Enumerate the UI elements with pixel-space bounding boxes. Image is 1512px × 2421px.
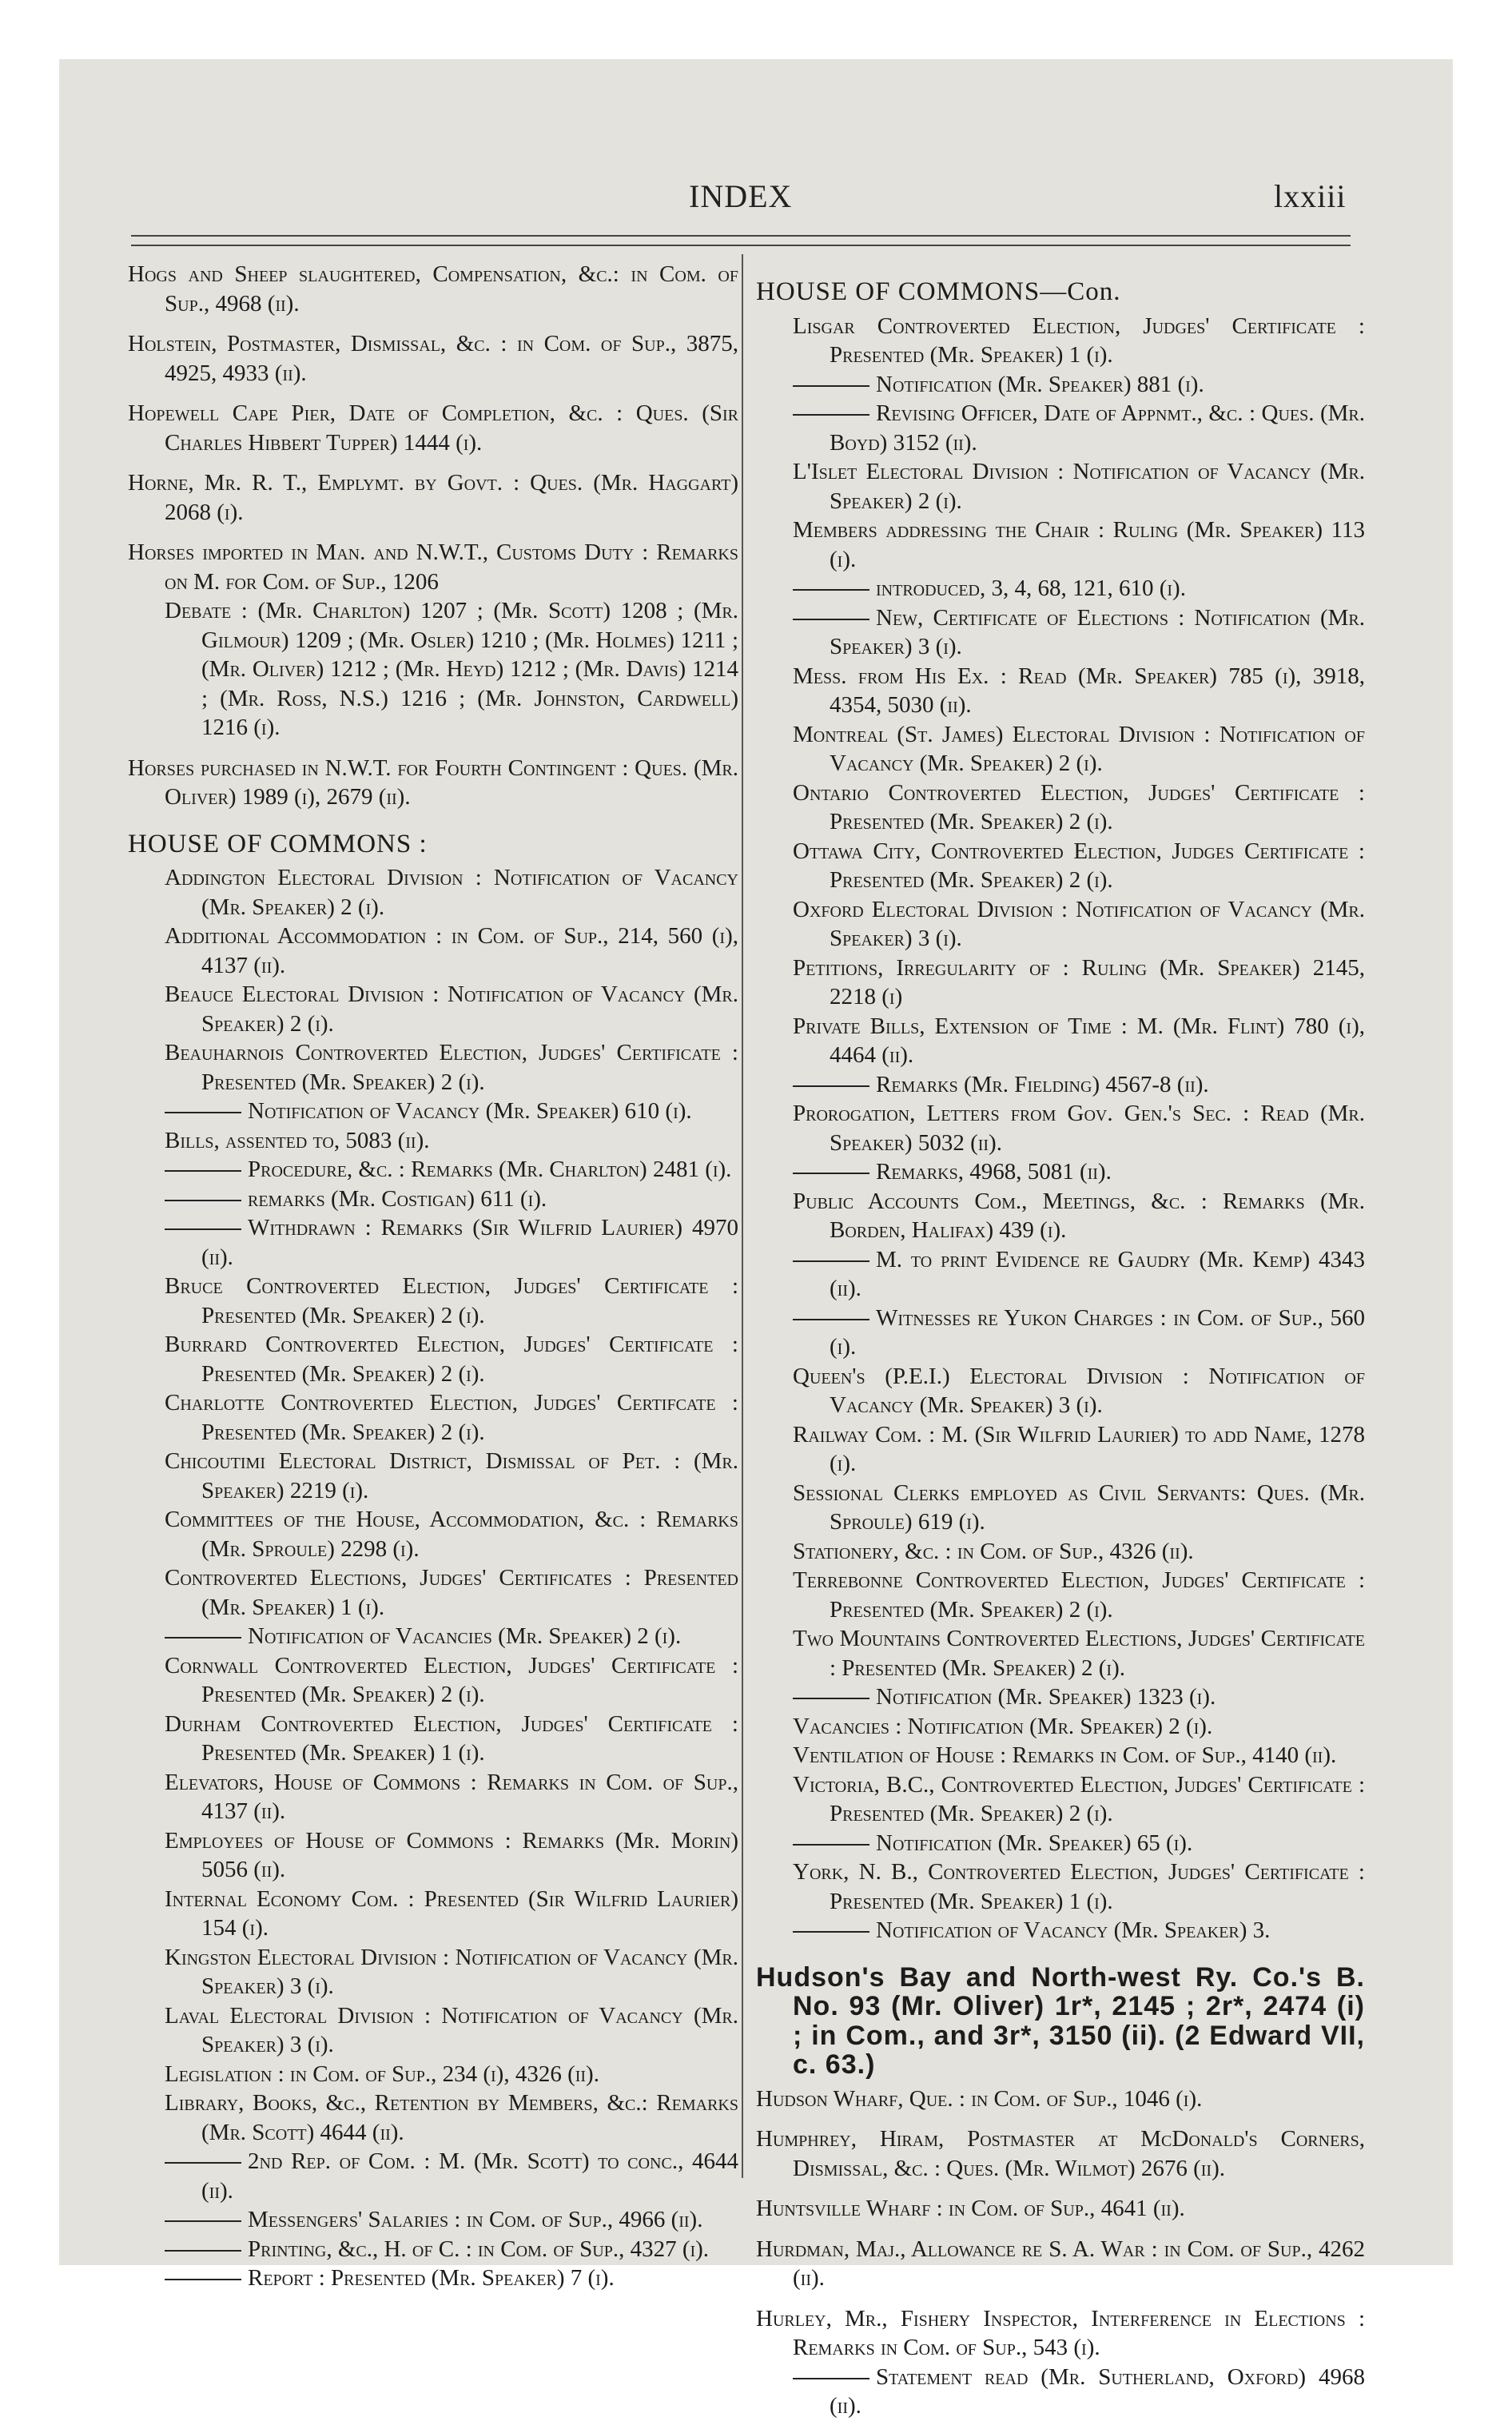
entry-text: Addington Electoral Division : Notification of Vacancy (Mr. Speaker) 2 (i). — [165, 865, 738, 920]
entry-text: Beauharnois Controverted Election, Judges' Certificate : Presented (Mr. Speaker) 2 (i). — [165, 1040, 738, 1095]
entry-text: M. to print Evidence re Gaudry (Mr. Kemp) 4343 (ii). — [830, 1246, 1365, 1301]
index-subentry — [756, 1099, 1365, 1157]
entry-text: York, N. B., Controverted Election, Judges' Certificate : Presented (Mr. Speaker) 1 (i). — [793, 1859, 1365, 1914]
entry-text: Chicoutimi Electoral District, Dismissal of Pet. : (Mr. Speaker) 2219 (i). — [165, 1448, 738, 1503]
entry-text: Private Bills, Extension of Time : M. (Mr. Flint) 780 (i), 4464 (ii). — [793, 1013, 1365, 1068]
entry-text: Beauce Electoral Division : Notification of Vacancy (Mr. Speaker) 2 (i). — [165, 982, 738, 1037]
header-rule-top — [131, 235, 1351, 237]
ditto-rule — [165, 1112, 241, 1113]
index-subentry — [756, 370, 1365, 400]
entry-text: Notification (Mr. Speaker) 1323 (i). — [876, 1684, 1216, 1710]
index-subentry — [756, 1682, 1365, 1712]
index-subentry — [756, 778, 1365, 837]
index-subentry — [128, 2264, 738, 2293]
index-subentry — [756, 1304, 1365, 1362]
entry-text: Statement read (Mr. Sutherland, Oxford) 4968 (ii). — [830, 2363, 1365, 2419]
index-subentry — [756, 1362, 1365, 1420]
ditto-rule — [793, 1260, 869, 1262]
index-subentry — [756, 2363, 1365, 2421]
index-subentry — [756, 1479, 1365, 1537]
entry-text: Vacancies : Notification (Mr. Speaker) 2 (i). — [793, 1713, 1213, 1739]
index-subentry — [128, 863, 738, 922]
index-entry — [756, 2235, 1365, 2293]
entry-text: L'Islet Electoral Division : Notification of Vacancy (Mr. Speaker) 2 (i). — [793, 459, 1365, 514]
entry-text: Mess. from His Ex. : Read (Mr. Speaker) 785 (i), 3918, 4354, 5030 (ii). — [793, 663, 1365, 718]
index-subentry — [756, 1858, 1365, 1916]
entry-text: Elevators, House of Commons : Remarks in Com. of Sup., 4137 (ii). — [165, 1769, 738, 1824]
ditto-rule — [165, 1228, 241, 1230]
entry-text: Queen's (P.E.I.) Electoral Division : Notification of Vacancy (Mr. Speaker) 3 (i). — [793, 1363, 1365, 1418]
ditto-rule — [793, 414, 869, 416]
entry-text: Two Mountains Controverted Elections, Judges' Certificate : Presented (Mr. Speaker) 2 (i). — [793, 1626, 1365, 1681]
index-subentry — [128, 1885, 738, 1943]
index-subentry — [756, 574, 1365, 603]
entry-text: Ontario Controverted Election, Judges' Certificate : Presented (Mr. Speaker) 2 (i). — [793, 779, 1365, 834]
entry-text: Employees of House of Commons : Remarks (Mr. Morin) 5056 (ii). — [165, 1827, 738, 1882]
index-subentry — [756, 895, 1365, 954]
index-subentry — [128, 1330, 738, 1388]
index-subentry — [128, 2235, 738, 2264]
left-column — [128, 260, 738, 2293]
index-subentry — [128, 1185, 738, 1214]
entry-text: New, Certificate of Elections : Notification (Mr. Speaker) 3 (i). — [830, 604, 1365, 659]
index-subentry — [128, 1388, 738, 1447]
index-subentry — [756, 1566, 1365, 1624]
page-number: lxxiii — [1274, 178, 1347, 214]
index-heading — [128, 830, 738, 859]
index-subentry — [128, 1447, 738, 1505]
index-subentry — [756, 1624, 1365, 1682]
page-title: INDEX — [689, 178, 793, 214]
entry-text: Horne, Mr. R. T., Emplymt. by Govt. : Ques. (Mr. Haggart) 2068 (i). — [128, 470, 738, 525]
ditto-rule — [793, 2378, 869, 2379]
entry-text: Kingston Electoral Division : Notification of Vacancy (Mr. Speaker) 3 (i). — [165, 1944, 738, 1999]
entry-text: Sessional Clerks employed as Civil Servants: Ques. (Mr. Sproule) 619 (i). — [793, 1479, 1365, 1535]
index-subentry — [128, 1213, 738, 1272]
index-subentry — [128, 1505, 738, 1563]
index-heading — [756, 277, 1365, 307]
entry-text: Hudson Wharf, Que. : in Com. of Sup., 1046 (i). — [756, 2085, 1203, 2112]
entry-text: Notification (Mr. Speaker) 881 (i). — [876, 371, 1204, 397]
entry-text: Legislation : in Com. of Sup., 234 (i), 4326 (ii). — [165, 2061, 599, 2087]
entry-text: Remarks (Mr. Fielding) 4567-8 (ii). — [876, 1071, 1209, 1097]
index-subentry — [128, 1038, 738, 1097]
entry-text: Witnesses re Yukon Charges : in Com. of Sup., 560 (i). — [830, 1304, 1365, 1360]
index-subentry — [756, 1916, 1365, 1945]
entry-text: Holstein, Postmaster, Dismissal, &c. : in Com. of Sup., 3875, 4925, 4933 (ii). — [128, 331, 738, 386]
entry-text: Hurdman, Maj., Allowance re S. A. War : in Com. of Sup., 4262 (ii). — [756, 2236, 1365, 2291]
ditto-rule — [793, 1698, 869, 1699]
index-subentry — [756, 312, 1365, 370]
index-subentry — [756, 516, 1365, 574]
entry-text: Notification of Vacancy (Mr. Speaker) 3. — [876, 1917, 1271, 1943]
entry-text: Laval Electoral Division : Notification of Vacancy (Mr. Speaker) 3 (i). — [165, 2002, 738, 2057]
entry-text: Bills, assented to, 5083 (ii). — [165, 1127, 430, 1153]
index-subentry — [756, 1741, 1365, 1770]
entry-text: Petitions, Irregularity of : Ruling (Mr. Speaker) 2145, 2218 (i) — [793, 954, 1365, 1009]
index-subentry — [128, 980, 738, 1038]
entry-text: Ottawa City, Controverted Election, Judges Certificate : Presented (Mr. Speaker) 2 (i). — [793, 838, 1365, 893]
entry-text: Ventilation of House : Remarks in Com. of Sup., 4140 (ii). — [793, 1742, 1337, 1768]
entry-text: Additional Accommodation : in Com. of Sup., 214, 560 (i), 4137 (ii). — [165, 923, 738, 978]
entry-text: Horses imported in Man. and N.W.T., Customs Duty : Remarks on M. for Com. of Sup., 1206 — [128, 540, 738, 595]
entry-text: Debate : (Mr. Charlton) 1207 ; (Mr. Scott) 1208 ; (Mr. Gilmour) 1209 ; (Mr. Osler) 1210 ; (Mr. Holmes) 1211 ; (Mr. Oliver) 1212 ; (Mr. Heyd) 1212 ; (Mr. Davis) 1214 ; (Mr. Ross, N.S.) 1216 ; (Mr. Johnston, Cardwell) 1216 (i). — [165, 598, 738, 740]
entry-text: Library, Books, &c., Retention by Members, &c.: Remarks (Mr. Scott) 4644 (ii). — [165, 2090, 738, 2145]
entry-text: Procedure, &c. : Remarks (Mr. Charlton) 2481 (i). — [248, 1157, 732, 1182]
entry-text: Hurley, Mr., Fishery Inspector, Interference in Elections : Remarks in Com. of Sup., 543 (i). — [756, 2305, 1365, 2360]
index-entry — [128, 260, 738, 318]
index-subentry — [756, 1157, 1365, 1187]
index-subentry — [128, 2205, 738, 2235]
entry-text: Railway Com. : M. (Sir Wilfrid Laurier) to add Name, 1278 (i). — [793, 1421, 1365, 1476]
entry-text: Remarks, 4968, 5081 (ii). — [876, 1159, 1112, 1185]
index-entry — [756, 2085, 1365, 2114]
column-divider — [742, 254, 743, 2178]
ditto-rule — [165, 1200, 241, 1201]
index-subentry — [128, 2060, 738, 2089]
entry-text: Victoria, B.C., Controverted Election, Judges' Certificate : Presented (Mr. Speaker) 2 (i). — [793, 1771, 1365, 1826]
index-subentry — [756, 1712, 1365, 1742]
entry-text: Report : Presented (Mr. Speaker) 7 (i). — [248, 2265, 615, 2291]
entry-text: Prorogation, Letters from Gov. Gen.'s Sec. : Read (Mr. Speaker) 5032 (ii). — [793, 1101, 1365, 1156]
index-subentry — [128, 1563, 738, 1622]
entry-text: Revising Officer, Date of Appnmt., &c. : Ques. (Mr. Boyd) 3152 (ii). — [830, 400, 1365, 456]
index-subentry — [756, 720, 1365, 778]
entry-text: Members addressing the Chair : Ruling (Mr. Speaker) 113 (i). — [793, 517, 1365, 572]
index-subentry — [128, 1272, 738, 1330]
entry-text: Huntsville Wharf : in Com. of Sup., 4641 (ii). — [756, 2196, 1185, 2221]
entry-text: Stationery, &c. : in Com. of Sup., 4326 (ii). — [793, 1538, 1194, 1564]
index-subentry — [128, 1097, 738, 1126]
index-entry — [128, 538, 738, 596]
entry-text: Public Accounts Com., Meetings, &c. : Remarks (Mr. Borden, Halifax) 439 (i). — [793, 1188, 1365, 1243]
entry-text: 2nd Rep. of Com. : M. (Mr. Scott) to conc., 4644 (ii). — [201, 2148, 738, 2204]
entry-text: Committees of the House, Accommodation, &c. : Remarks (Mr. Sproule) 2298 (i). — [165, 1507, 738, 1562]
index-subentry — [756, 1829, 1365, 1858]
index-subentry — [128, 2001, 738, 2060]
entry-text: HOUSE OF COMMONS—Con. — [756, 277, 1121, 306]
entry-text: Burrard Controverted Election, Judges' Certificate : Presented (Mr. Speaker) 2 (i). — [165, 1332, 738, 1387]
entry-text: Notification (Mr. Speaker) 65 (i). — [876, 1830, 1193, 1856]
index-subentry — [128, 1710, 738, 1768]
index-subentry — [128, 1651, 738, 1710]
entry-text: Cornwall Controverted Election, Judges' Certificate : Presented (Mr. Speaker) 2 (i). — [165, 1652, 738, 1707]
ditto-rule — [165, 2279, 241, 2280]
entry-text: Montreal (St. James) Electoral Division : Notification of Vacancy (Mr. Speaker) 2 (i). — [793, 721, 1365, 776]
entry-text: Horses purchased in N.W.T. for Fourth Contingent : Ques. (Mr. Oliver) 1989 (i), 2679 (ii). — [128, 755, 738, 810]
index-subentry — [756, 1187, 1365, 1245]
index-subentry — [756, 837, 1365, 895]
entry-text: Humphrey, Hiram, Postmaster at McDonald's Corners, Dismissal, &c. : Ques. (Mr. Wilmot) 2676 (ii). — [756, 2126, 1365, 2181]
index-subentry — [756, 1537, 1365, 1567]
entry-text: Notification of Vacancy (Mr. Speaker) 610 (i). — [248, 1098, 692, 1124]
index-subentry — [128, 1943, 738, 2001]
header-rule-bottom — [131, 245, 1351, 246]
index-subentry — [128, 1826, 738, 1885]
entry-text: introduced, 3, 4, 68, 121, 610 (i). — [876, 575, 1186, 601]
index-entry — [756, 2124, 1365, 2183]
index-subentry — [756, 603, 1365, 662]
index-entry — [128, 754, 738, 812]
index-entry — [756, 2304, 1365, 2363]
index-subentry — [756, 1420, 1365, 1479]
index-subentry — [128, 2089, 738, 2147]
entry-text: Controverted Elections, Judges' Certificates : Presented (Mr. Speaker) 1 (i). — [165, 1565, 738, 1620]
index-subentry — [756, 1770, 1365, 1829]
ditto-rule — [165, 1170, 241, 1172]
entry-text: Hogs and Sheep slaughtered, Compensation, &c.: in Com. of Sup., 4968 (ii). — [128, 261, 738, 317]
ditto-rule — [165, 2162, 241, 2164]
index-subentry — [128, 922, 738, 980]
index-subentry — [756, 1245, 1365, 1304]
index-subentry — [128, 2147, 738, 2205]
ditto-rule — [165, 2250, 241, 2252]
right-column — [756, 260, 1365, 2421]
index-subentry — [756, 1012, 1365, 1070]
ditto-rule — [793, 619, 869, 620]
index-subentry — [128, 1155, 738, 1185]
index-subentry — [128, 1768, 738, 1826]
entry-text: HOUSE OF COMMONS : — [128, 829, 428, 858]
index-subentry — [128, 596, 738, 743]
index-subentry — [756, 954, 1365, 1012]
ditto-rule — [793, 385, 869, 387]
entry-text: Withdrawn : Remarks (Sir Wilfrid Laurier) 4970 (ii). — [201, 1215, 738, 1270]
index-entry — [128, 399, 738, 457]
ditto-rule — [793, 1931, 869, 1933]
entry-text: Durham Controverted Election, Judges' Certificate : Presented (Mr. Speaker) 1 (i). — [165, 1710, 738, 1766]
entry-text: Terrebonne Controverted Election, Judges' Certificate : Presented (Mr. Speaker) 2 (i). — [793, 1567, 1365, 1623]
ditto-rule — [793, 1173, 869, 1174]
ditto-rule — [793, 1319, 869, 1320]
entry-text: Lisgar Controverted Election, Judges' Certificate : Presented (Mr. Speaker) 1 (i). — [793, 313, 1365, 368]
index-subentry — [128, 1126, 738, 1156]
index-entry — [128, 468, 738, 527]
entry-text: Hopewell Cape Pier, Date of Completion, &c. : Ques. (Sir Charles Hibbert Tupper) 1444 (i). — [128, 400, 738, 456]
entry-text: Bruce Controverted Election, Judges' Certificate : Presented (Mr. Speaker) 2 (i). — [165, 1273, 738, 1328]
index-subentry — [128, 1622, 738, 1651]
entry-text: Notification of Vacancies (Mr. Speaker) 2 (i). — [248, 1623, 682, 1649]
index-subentry — [756, 457, 1365, 516]
ditto-rule — [793, 589, 869, 591]
ditto-rule — [165, 1637, 241, 1639]
index-entry — [128, 329, 738, 388]
ditto-rule — [793, 1085, 869, 1087]
ditto-rule — [165, 2220, 241, 2222]
index-heading — [756, 1963, 1365, 2080]
ditto-rule — [793, 1844, 869, 1846]
index-entry — [756, 2194, 1365, 2224]
entry-text: remarks (Mr. Costigan) 611 (i). — [248, 1185, 547, 1212]
entry-text: Printing, &c., H. of C. : in Com. of Sup., 4327 (i). — [248, 2236, 710, 2262]
entry-text: Internal Economy Com. : Presented (Sir Wilfrid Laurier) 154 (i). — [165, 1885, 738, 1941]
entry-text: Messengers' Salaries : in Com. of Sup., 4966 (ii). — [248, 2207, 703, 2232]
index-subentry — [756, 1070, 1365, 1100]
index-subentry — [756, 399, 1365, 457]
entry-text: Oxford Electoral Division : Notification of Vacancy (Mr. Speaker) 3 (i). — [793, 896, 1365, 951]
entry-text: Charlotte Controverted Election, Judges' Certifcate : Presented (Mr. Speaker) 2 (i). — [165, 1390, 738, 1445]
entry-text: Hudson's Bay and North-west Ry. Co.'s B. No. 93 (Mr. Oliver) 1r*, 2145 ; 2r*, 2474 (i) ; in Com., and 3r*, 3150 (ii). (2 Edward VII, c. 63.) — [756, 1961, 1365, 2080]
index-subentry — [756, 662, 1365, 720]
